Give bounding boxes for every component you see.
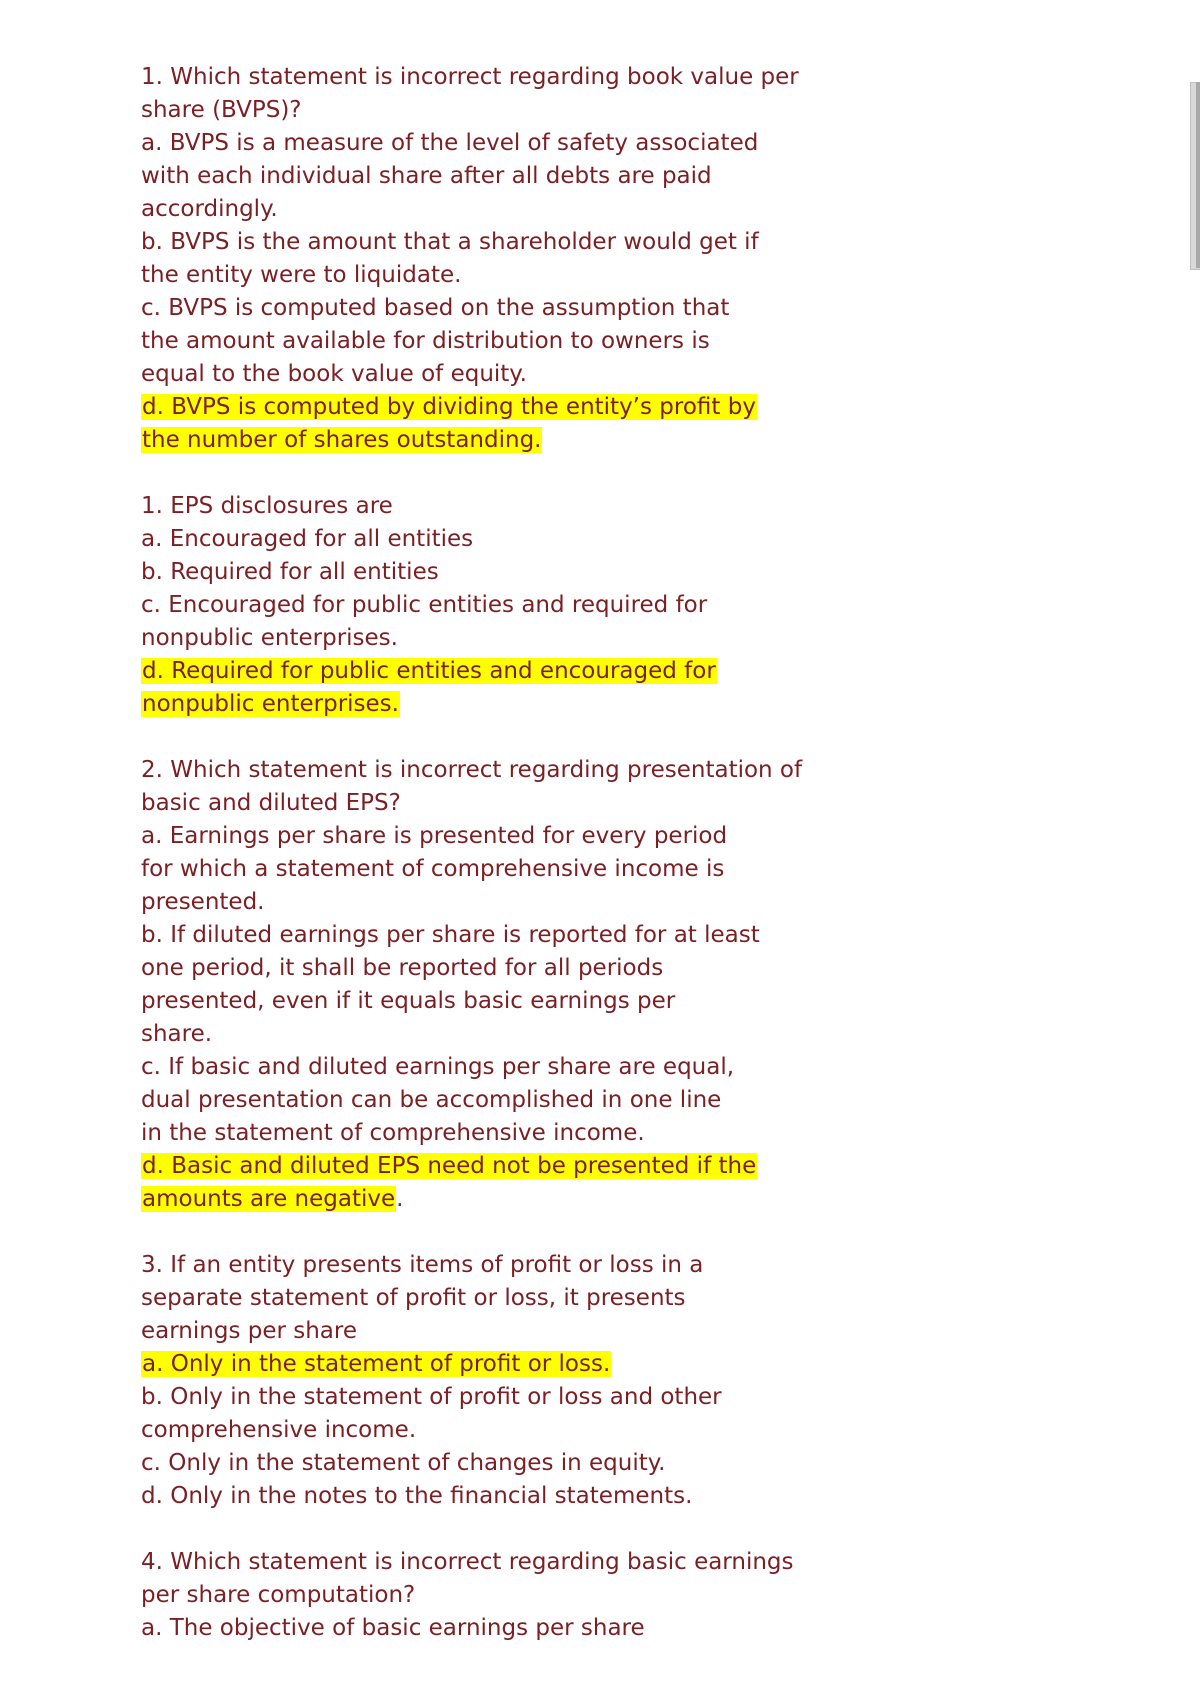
answer-option <box>141 919 821 1051</box>
answer-option-highlighted <box>141 655 821 721</box>
option-line <box>141 985 821 1018</box>
trailing-punctuation: . <box>396 1186 404 1212</box>
option-line <box>141 1447 821 1480</box>
highlighted-text: nonpublic enterprises. <box>142 691 399 717</box>
question-stem-line: separate statement of profit or loss, it presents <box>141 1285 686 1311</box>
option-line <box>141 688 821 721</box>
question-stem-line: 1. Which statement is incorrect regarding book value per <box>141 64 799 90</box>
option-line <box>141 622 821 655</box>
question-stem-line: share (BVPS)? <box>141 97 302 123</box>
option-line <box>141 1018 821 1051</box>
option-line <box>141 1084 821 1117</box>
option-line <box>141 820 821 853</box>
option-line <box>141 1381 821 1414</box>
option-text: share. <box>141 1021 213 1047</box>
answer-option <box>141 556 821 589</box>
question-stem-line: per share computation? <box>141 1582 416 1608</box>
answer-option <box>141 292 821 391</box>
option-line <box>141 853 821 886</box>
option-text: b. Required for all entities <box>141 559 439 585</box>
option-line <box>141 127 821 160</box>
answer-option <box>141 1381 821 1447</box>
option-line <box>141 952 821 985</box>
question-block <box>141 490 821 721</box>
option-text: with each individual share after all debts are paid <box>141 163 712 189</box>
question-stem-line: 1. EPS disclosures are <box>141 493 393 519</box>
option-text: b. Only in the statement of profit or loss and other <box>141 1384 722 1410</box>
option-text: comprehensive income. <box>141 1417 417 1443</box>
option-line <box>141 886 821 919</box>
option-line <box>141 589 821 622</box>
scrollbar-thumb[interactable] <box>1196 82 1200 268</box>
option-text: d. Only in the notes to the financial statements. <box>141 1483 693 1509</box>
option-line <box>141 1150 821 1183</box>
option-line <box>141 1117 821 1150</box>
highlighted-text: the number of shares outstanding. <box>142 427 542 453</box>
question-stem-line: 3. If an entity presents items of profit or loss in a <box>141 1252 704 1278</box>
option-text: for which a statement of comprehensive income is <box>141 856 725 882</box>
option-text: a. The objective of basic earnings per share <box>141 1615 645 1641</box>
question-block <box>141 1249 821 1513</box>
option-line <box>141 259 821 292</box>
question-block <box>141 61 821 457</box>
option-line <box>141 424 821 457</box>
answer-option <box>141 1612 821 1645</box>
answer-option <box>141 523 821 556</box>
answer-option-highlighted <box>141 1150 821 1216</box>
option-line <box>141 556 821 589</box>
question-list <box>141 61 821 1678</box>
option-text: equal to the book value of equity. <box>141 361 527 387</box>
option-text: the amount available for distribution to owners is <box>141 328 710 354</box>
option-text: a. BVPS is a measure of the level of safety associated <box>141 130 759 156</box>
answer-option-highlighted <box>141 391 821 457</box>
option-line <box>141 523 821 556</box>
option-text: the entity were to liquidate. <box>141 262 462 288</box>
option-text: nonpublic enterprises. <box>141 625 398 651</box>
highlighted-text: amounts are negative <box>142 1186 396 1212</box>
answer-option-highlighted <box>141 1348 821 1381</box>
answer-option <box>141 1051 821 1150</box>
highlighted-text: d. Required for public entities and encouraged for <box>142 658 716 684</box>
option-text: c. If basic and diluted earnings per share are equal, <box>141 1054 735 1080</box>
option-line <box>141 391 821 424</box>
option-text: c. Only in the statement of changes in equity. <box>141 1450 666 1476</box>
question-block <box>141 754 821 1216</box>
answer-option <box>141 127 821 226</box>
option-line <box>141 226 821 259</box>
option-text: c. Encouraged for public entities and required for <box>141 592 708 618</box>
question-stem-line: basic and diluted EPS? <box>141 790 401 816</box>
option-text: presented. <box>141 889 265 915</box>
option-line <box>141 358 821 391</box>
option-text: presented, even if it equals basic earnings per <box>141 988 676 1014</box>
highlighted-text: a. Only in the statement of profit or loss. <box>142 1351 611 1377</box>
option-line <box>141 1348 821 1381</box>
question-stem-line: earnings per share <box>141 1318 358 1344</box>
option-line <box>141 1051 821 1084</box>
option-line <box>141 292 821 325</box>
option-line <box>141 1612 821 1645</box>
option-line <box>141 1183 821 1216</box>
option-line <box>141 919 821 952</box>
question-stem-line: 4. Which statement is incorrect regarding basic earnings <box>141 1549 794 1575</box>
answer-option <box>141 1480 821 1513</box>
option-text: a. Encouraged for all entities <box>141 526 474 552</box>
option-text: accordingly. <box>141 196 278 222</box>
option-line <box>141 325 821 358</box>
option-text: one period, it shall be reported for all periods <box>141 955 664 981</box>
option-line <box>141 1414 821 1447</box>
option-line <box>141 193 821 226</box>
question-block <box>141 1546 821 1645</box>
option-line <box>141 1480 821 1513</box>
option-text: dual presentation can be accomplished in one line <box>141 1087 722 1113</box>
answer-option <box>141 820 821 919</box>
highlighted-text: d. Basic and diluted EPS need not be presented if the <box>142 1153 757 1179</box>
option-text: in the statement of comprehensive income. <box>141 1120 645 1146</box>
option-line <box>141 160 821 193</box>
option-text: a. Earnings per share is presented for every period <box>141 823 728 849</box>
answer-option <box>141 1447 821 1480</box>
option-text: c. BVPS is computed based on the assumption that <box>141 295 730 321</box>
option-text: b. If diluted earnings per share is reported for at least <box>141 922 760 948</box>
highlighted-text: d. BVPS is computed by dividing the entity’s profit by <box>142 394 756 420</box>
option-line <box>141 655 821 688</box>
option-text: b. BVPS is the amount that a shareholder would get if <box>141 229 759 255</box>
answer-option <box>141 589 821 655</box>
question-stem-line: 2. Which statement is incorrect regarding presentation of <box>141 757 803 783</box>
answer-option <box>141 226 821 292</box>
